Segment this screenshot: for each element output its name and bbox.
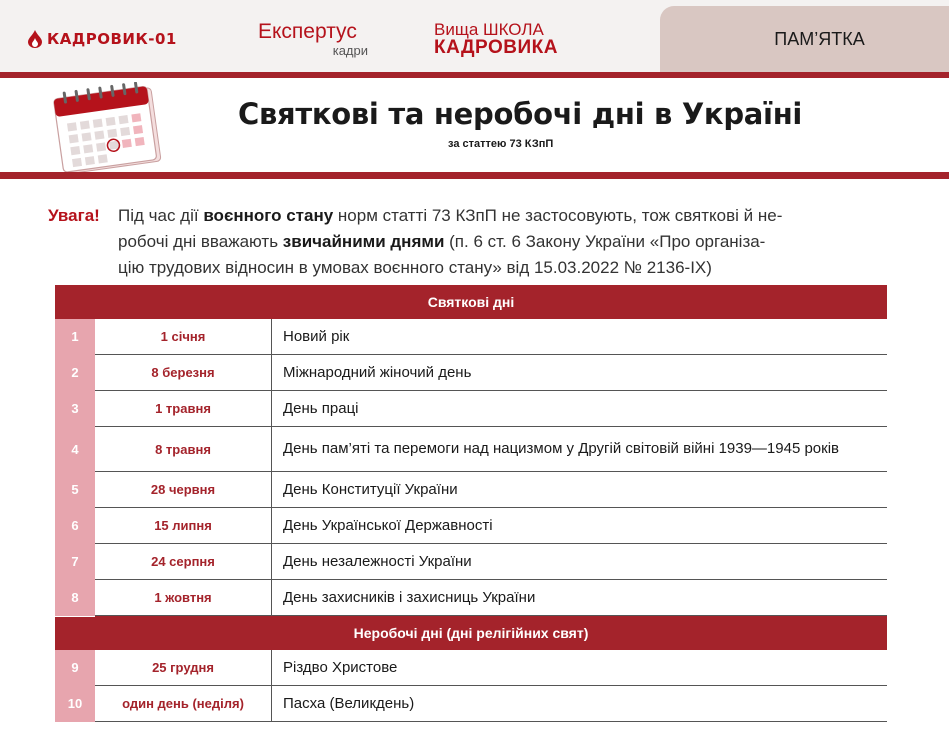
tab-pamyatka-label: ПАМ’ЯТКА	[774, 28, 865, 49]
row-number: 8	[55, 580, 95, 617]
row-number: 7	[55, 544, 95, 581]
row-number: 6	[55, 508, 95, 545]
flame-icon	[28, 30, 42, 48]
row-date: 24 серпня	[95, 544, 272, 579]
holidays-table	[55, 285, 887, 722]
row-number: 5	[55, 472, 95, 509]
tab-pamyatka[interactable]	[660, 6, 949, 72]
warning-note	[48, 203, 900, 281]
table-row	[55, 544, 887, 580]
row-holiday-name: Пасха (Великдень)	[283, 694, 415, 712]
table-row	[55, 580, 887, 616]
row-date: 25 грудня	[95, 650, 272, 685]
section-header-nonworking: Неробочі дні (дні релігійних свят)	[55, 616, 887, 650]
warning-line-1: Під час дії воєнного стану норм статті 73 КЗпП не застосовують, тож святкові й не-	[118, 206, 783, 225]
row-date: 1 травня	[95, 391, 272, 426]
logo-vyshcha-shkola-bottom: КАДРОВИКА	[434, 37, 558, 58]
warning-line-2: робочі дні вважають звичайними днями (п. 6 ст. 6 Закону України «Про організа-	[118, 232, 766, 251]
table-row	[55, 427, 887, 472]
row-holiday-name: Міжнародний жіночий день	[283, 363, 472, 381]
row-number: 1	[55, 319, 95, 356]
row-holiday-name: День незалежності України	[283, 552, 472, 570]
table-row	[55, 650, 887, 686]
row-holiday-name: День Української Державності	[283, 516, 493, 534]
table-row	[55, 472, 887, 508]
logo-expertus-sub: кадри	[332, 43, 368, 58]
title-divider	[0, 172, 949, 179]
row-holiday-name: День праці	[283, 399, 359, 417]
row-date: один день (неділя)	[95, 686, 272, 721]
row-holiday-name: Різдво Христове	[283, 658, 398, 676]
row-holiday-name: Новий рік	[283, 327, 350, 345]
row-date: 1 жовтня	[95, 580, 272, 615]
warning-label: Увага!	[48, 206, 100, 225]
table-row	[55, 508, 887, 544]
row-holiday-name: День захисників і захисниць України	[283, 588, 536, 606]
row-date: 8 березня	[95, 355, 272, 390]
warning-line-3: цію трудових відносин в умовах воєнного стану» від 15.03.2022 № 2136-IX)	[118, 258, 712, 277]
table-row	[55, 319, 887, 355]
row-date: 1 січня	[95, 319, 272, 354]
row-date: 15 липня	[95, 508, 272, 543]
logo-kadrovyk-text: КАДРОВИК-01	[47, 30, 177, 48]
page-title: Святкові та неробочі дні в Україні	[238, 97, 803, 131]
logo-vyshcha-shkola-top: Вища ШКОЛА	[434, 20, 544, 39]
logo-kadrovyk[interactable]	[28, 30, 177, 48]
row-number: 9	[55, 650, 95, 687]
logo-expertus[interactable]	[258, 20, 368, 58]
section-header-holidays: Святкові дні	[55, 285, 887, 319]
row-number: 10	[55, 686, 95, 723]
row-holiday-name: День Конституції України	[283, 480, 458, 498]
table-row	[55, 355, 887, 391]
row-date: 28 червня	[95, 472, 272, 507]
row-number: 3	[55, 391, 95, 428]
page-subtitle: за статтею 73 КЗпП	[448, 138, 554, 150]
row-holiday-name: День пам’яті та перемоги над нацизмом у Другій світовій війні 1939—1945 років	[283, 440, 840, 457]
logo-vyshcha-shkola[interactable]	[434, 20, 558, 59]
row-number: 4	[55, 427, 95, 473]
table-row	[55, 391, 887, 427]
row-date: 8 травня	[95, 427, 272, 471]
logo-expertus-main: Експертус	[258, 20, 357, 43]
table-row	[55, 686, 887, 722]
row-number: 2	[55, 355, 95, 392]
calendar-icon	[48, 82, 166, 174]
